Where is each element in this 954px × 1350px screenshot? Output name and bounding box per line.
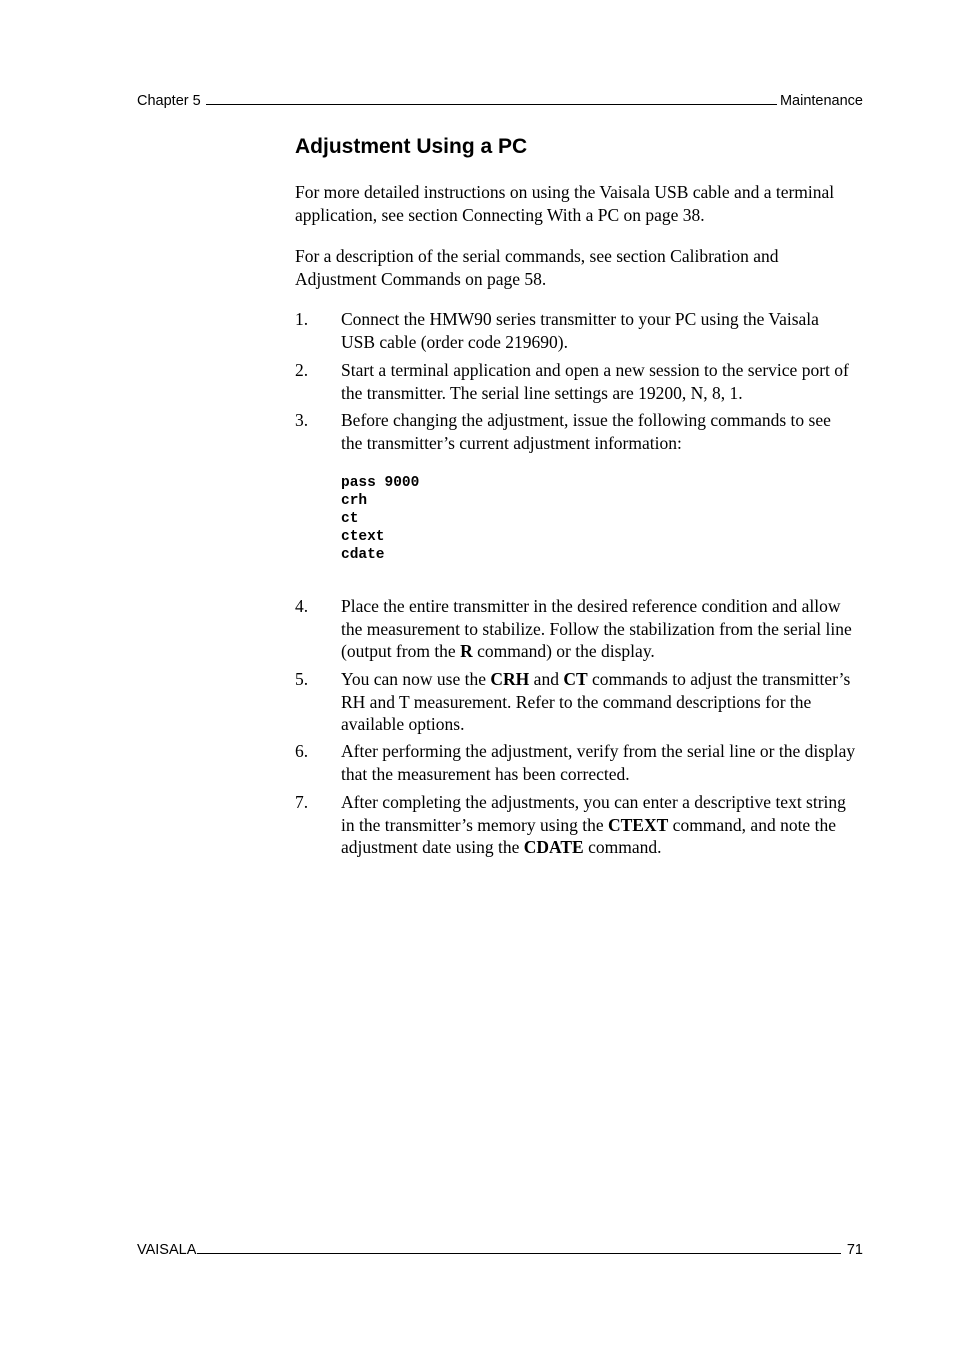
header-chapter: Chapter 5 [137,93,201,109]
command-name: CTEXT [608,814,669,835]
header-rule [206,104,777,105]
intro-paragraph-2: For a description of the serial commands, see section Calibration and Adjustment Commands on page 58. [295,246,779,289]
command-name: CRH [490,669,530,689]
command-line: ct [341,511,359,527]
intro-paragraph-1: For more detailed instructions on using the Vaisala USB cable and a terminal application, see section Connecting With a PC on page 38. [295,182,835,225]
page-footer [137,1238,863,1258]
command-block [341,474,419,564]
footer-rule [197,1253,840,1254]
list-text: Connect the HMW90 series transmitter to your PC using the Vaisala USB cable (order code 219690). [341,309,819,352]
command-name: CT [563,669,588,689]
page-number: 71 [846,1242,863,1258]
list-number: 1. [295,309,309,329]
list-text: Before changing the adjustment, issue the following commands to see the transmitter’s current adjustment information: [341,410,831,453]
command-line: ctext [341,529,385,545]
command-line: pass 9000 [341,475,420,491]
list-text: Place the entire transmitter in the desired reference condition and allow the measurement to stabilize. Follow the stabilization from the serial line (output from the R command) or the display. [341,596,852,661]
list-text: You can now use the CRH and CT commands to adjust the transmitter’s RH and T measurement. Refer to the command descriptions for the available options. [341,669,851,734]
list-number: 6. [295,741,309,761]
list-number: 7. [295,792,309,812]
header-section: Maintenance [779,93,863,109]
list-text: Start a terminal application and open a new session to the service port of the transmitter. The serial line settings are 19200, N, 8, 1. [341,360,849,403]
list-number: 5. [295,669,309,689]
list-text: After completing the adjustments, you can enter a descriptive text string in the transmitter’s memory using the CTEXT command, and note the adjustment date using the CDATE command. [341,792,846,857]
command-line: crh [341,493,368,509]
list-text: After performing the adjustment, verify from the serial line or the display that the measurement has been corrected. [341,741,856,784]
list-number: 4. [295,596,309,616]
command-name: R [460,641,473,661]
command-line: cdate [341,547,385,563]
section-title: Adjustment Using a PC [295,135,528,158]
footer-brand: VAISALA [137,1242,197,1258]
page-header [137,89,863,109]
command-name: CDATE [523,837,584,857]
list-number: 3. [295,410,309,430]
list-number: 2. [295,360,309,380]
